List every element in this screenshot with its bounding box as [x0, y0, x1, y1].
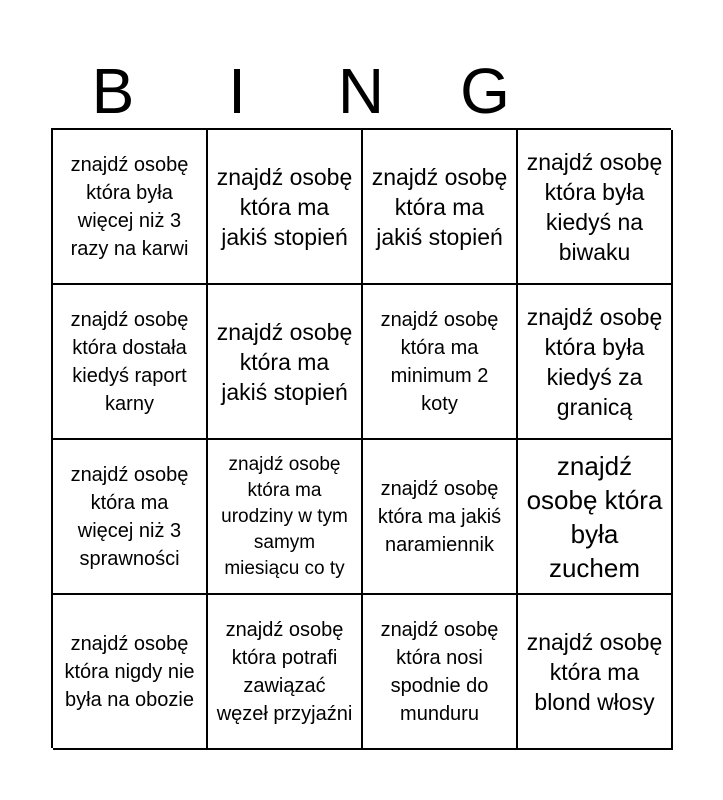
bingo-cell[interactable]: [53, 595, 208, 750]
header-letter-n: N: [337, 55, 385, 127]
bingo-cell[interactable]: [363, 440, 518, 595]
bingo-cell[interactable]: [53, 440, 208, 595]
bingo-cell[interactable]: [208, 130, 363, 285]
bingo-cell-text: znajdź osobę która nosi spodnie do munduru: [380, 618, 499, 725]
bingo-cell-text: znajdź osobę która była zuchem: [526, 450, 663, 583]
header-letter-i: I: [228, 55, 246, 127]
bingo-cell-text: znajdź osobę która dostała kiedyś raport karny: [70, 308, 189, 415]
bingo-cell[interactable]: [208, 285, 363, 440]
bingo-cell[interactable]: [518, 130, 673, 285]
header-letter-b: B: [91, 55, 135, 127]
bingo-cell[interactable]: [53, 130, 208, 285]
bingo-cell-text: znajdź osobę która potrafi zawiązać węzeł przyjaźni: [216, 618, 353, 725]
bingo-cell-text: znajdź osobę która ma więcej niż 3 sprawności: [70, 463, 189, 570]
bingo-cell-text: znajdź osobę która ma minimum 2 koty: [380, 308, 499, 415]
bingo-cell-text: znajdź osobę która była więcej niż 3 razy na karwi: [70, 153, 189, 260]
bingo-cell[interactable]: [518, 595, 673, 750]
bingo-cell-text: znajdź osobę która nigdy nie była na obozie: [64, 632, 195, 711]
bingo-cell[interactable]: [208, 595, 363, 750]
bingo-cell[interactable]: [363, 595, 518, 750]
bingo-cell[interactable]: [518, 440, 673, 595]
bingo-cell-text: znajdź osobę która ma jakiś naramiennik: [377, 477, 502, 556]
bingo-cell-text: znajdź osobę która ma jakiś stopień: [216, 163, 353, 250]
bingo-cell-text: znajdź osobę która była kiedyś za granicą: [526, 303, 663, 420]
bingo-cell[interactable]: [53, 285, 208, 440]
bingo-cell-text: znajdź osobę która była kiedyś na biwaku: [526, 148, 663, 265]
bingo-cell[interactable]: [363, 285, 518, 440]
bingo-grid: [51, 128, 671, 748]
bingo-cell[interactable]: [518, 285, 673, 440]
bingo-cell-text: znajdź osobę która ma urodziny w tym samym miesiącu co ty: [221, 453, 348, 579]
bingo-cell-text: znajdź osobę która ma jakiś stopień: [216, 318, 353, 405]
header-letter-g: G: [460, 55, 510, 127]
bingo-header: [51, 54, 671, 128]
bingo-cell-text: znajdź osobę która ma jakiś stopień: [371, 163, 508, 250]
bingo-cell[interactable]: [363, 130, 518, 285]
bingo-cell[interactable]: [208, 440, 363, 595]
bingo-cell-text: znajdź osobę która ma blond włosy: [526, 628, 663, 715]
